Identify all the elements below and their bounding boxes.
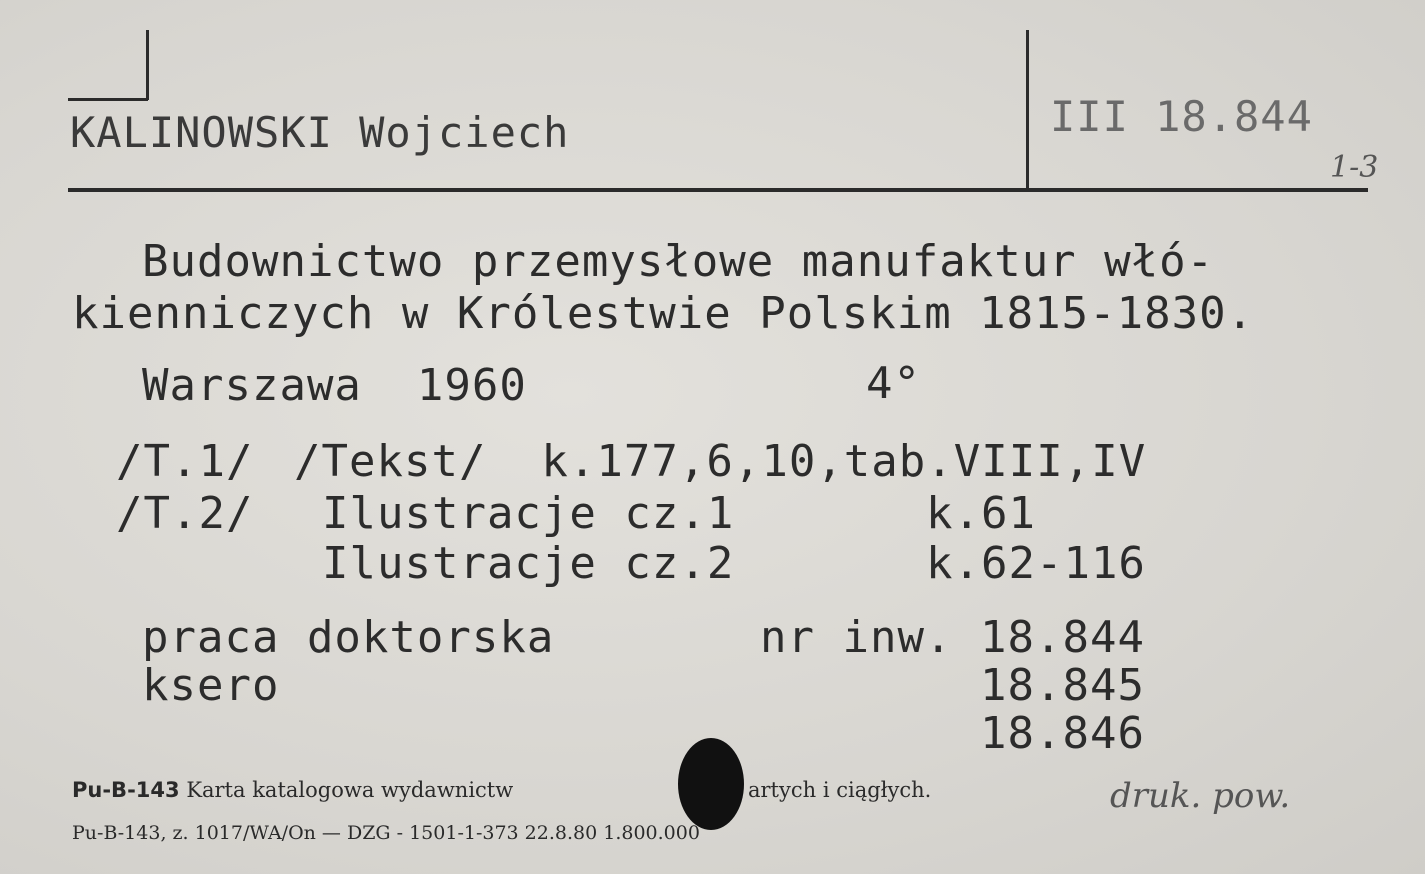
vol1-label: /T.1/ (116, 436, 254, 487)
author-heading: KALINOWSKI Wojciech (70, 108, 570, 157)
print-info: z. 1017/WA/On — DZG - 1501-1-373 22.8.80 1.800.000 (172, 822, 700, 844)
vol2-label: /T.2/ (116, 488, 254, 539)
tab-marker-vertical (146, 30, 149, 100)
title-line-2: kienniczych w Królestwie Polskim 1815-1830. (72, 288, 1255, 339)
inventory-label: nr inw. (760, 612, 953, 663)
inventory-number: 18.844 (980, 612, 1145, 663)
form-code: Pu-B-143 (72, 778, 180, 802)
note-doctoral: praca doktorska (142, 612, 555, 663)
tab-marker-horizontal (68, 98, 148, 101)
footer-line-1 (72, 778, 513, 802)
footer-line-1-continued: artych i ciągłych. (748, 778, 932, 802)
vol2-part2: Ilustracje cz.2 (322, 538, 735, 589)
title-line-1: Budownictwo przemysłowe manufaktur włó- (142, 236, 1215, 287)
form-text: Karta katalogowa wydawnictw (186, 778, 514, 802)
footer-line-2 (72, 822, 700, 844)
format: 4° (866, 358, 921, 409)
inventory-number: 18.845 (980, 660, 1145, 711)
vol1-description: /Tekst/ k.177,6,10,tab.VIII,IV (294, 436, 1147, 487)
place-year: Warszawa 1960 (142, 360, 527, 411)
punch-hole (678, 738, 744, 830)
call-number: III 18.844 (1050, 92, 1313, 141)
volume-note: 1-3 (1330, 150, 1379, 185)
header-rule (68, 188, 1368, 192)
handwritten-note: druk. pow. (1110, 776, 1291, 816)
note-copy: ksero (142, 660, 280, 711)
vol2-part2-pages: k.62-116 (926, 538, 1146, 589)
vol2-part1-pages: k.61 (926, 488, 1036, 539)
form-code-2: Pu-B-143, (72, 822, 167, 844)
inventory-number: 18.846 (980, 708, 1145, 759)
vol2-part1: Ilustracje cz.1 (322, 488, 735, 539)
header-divider (1026, 30, 1029, 192)
